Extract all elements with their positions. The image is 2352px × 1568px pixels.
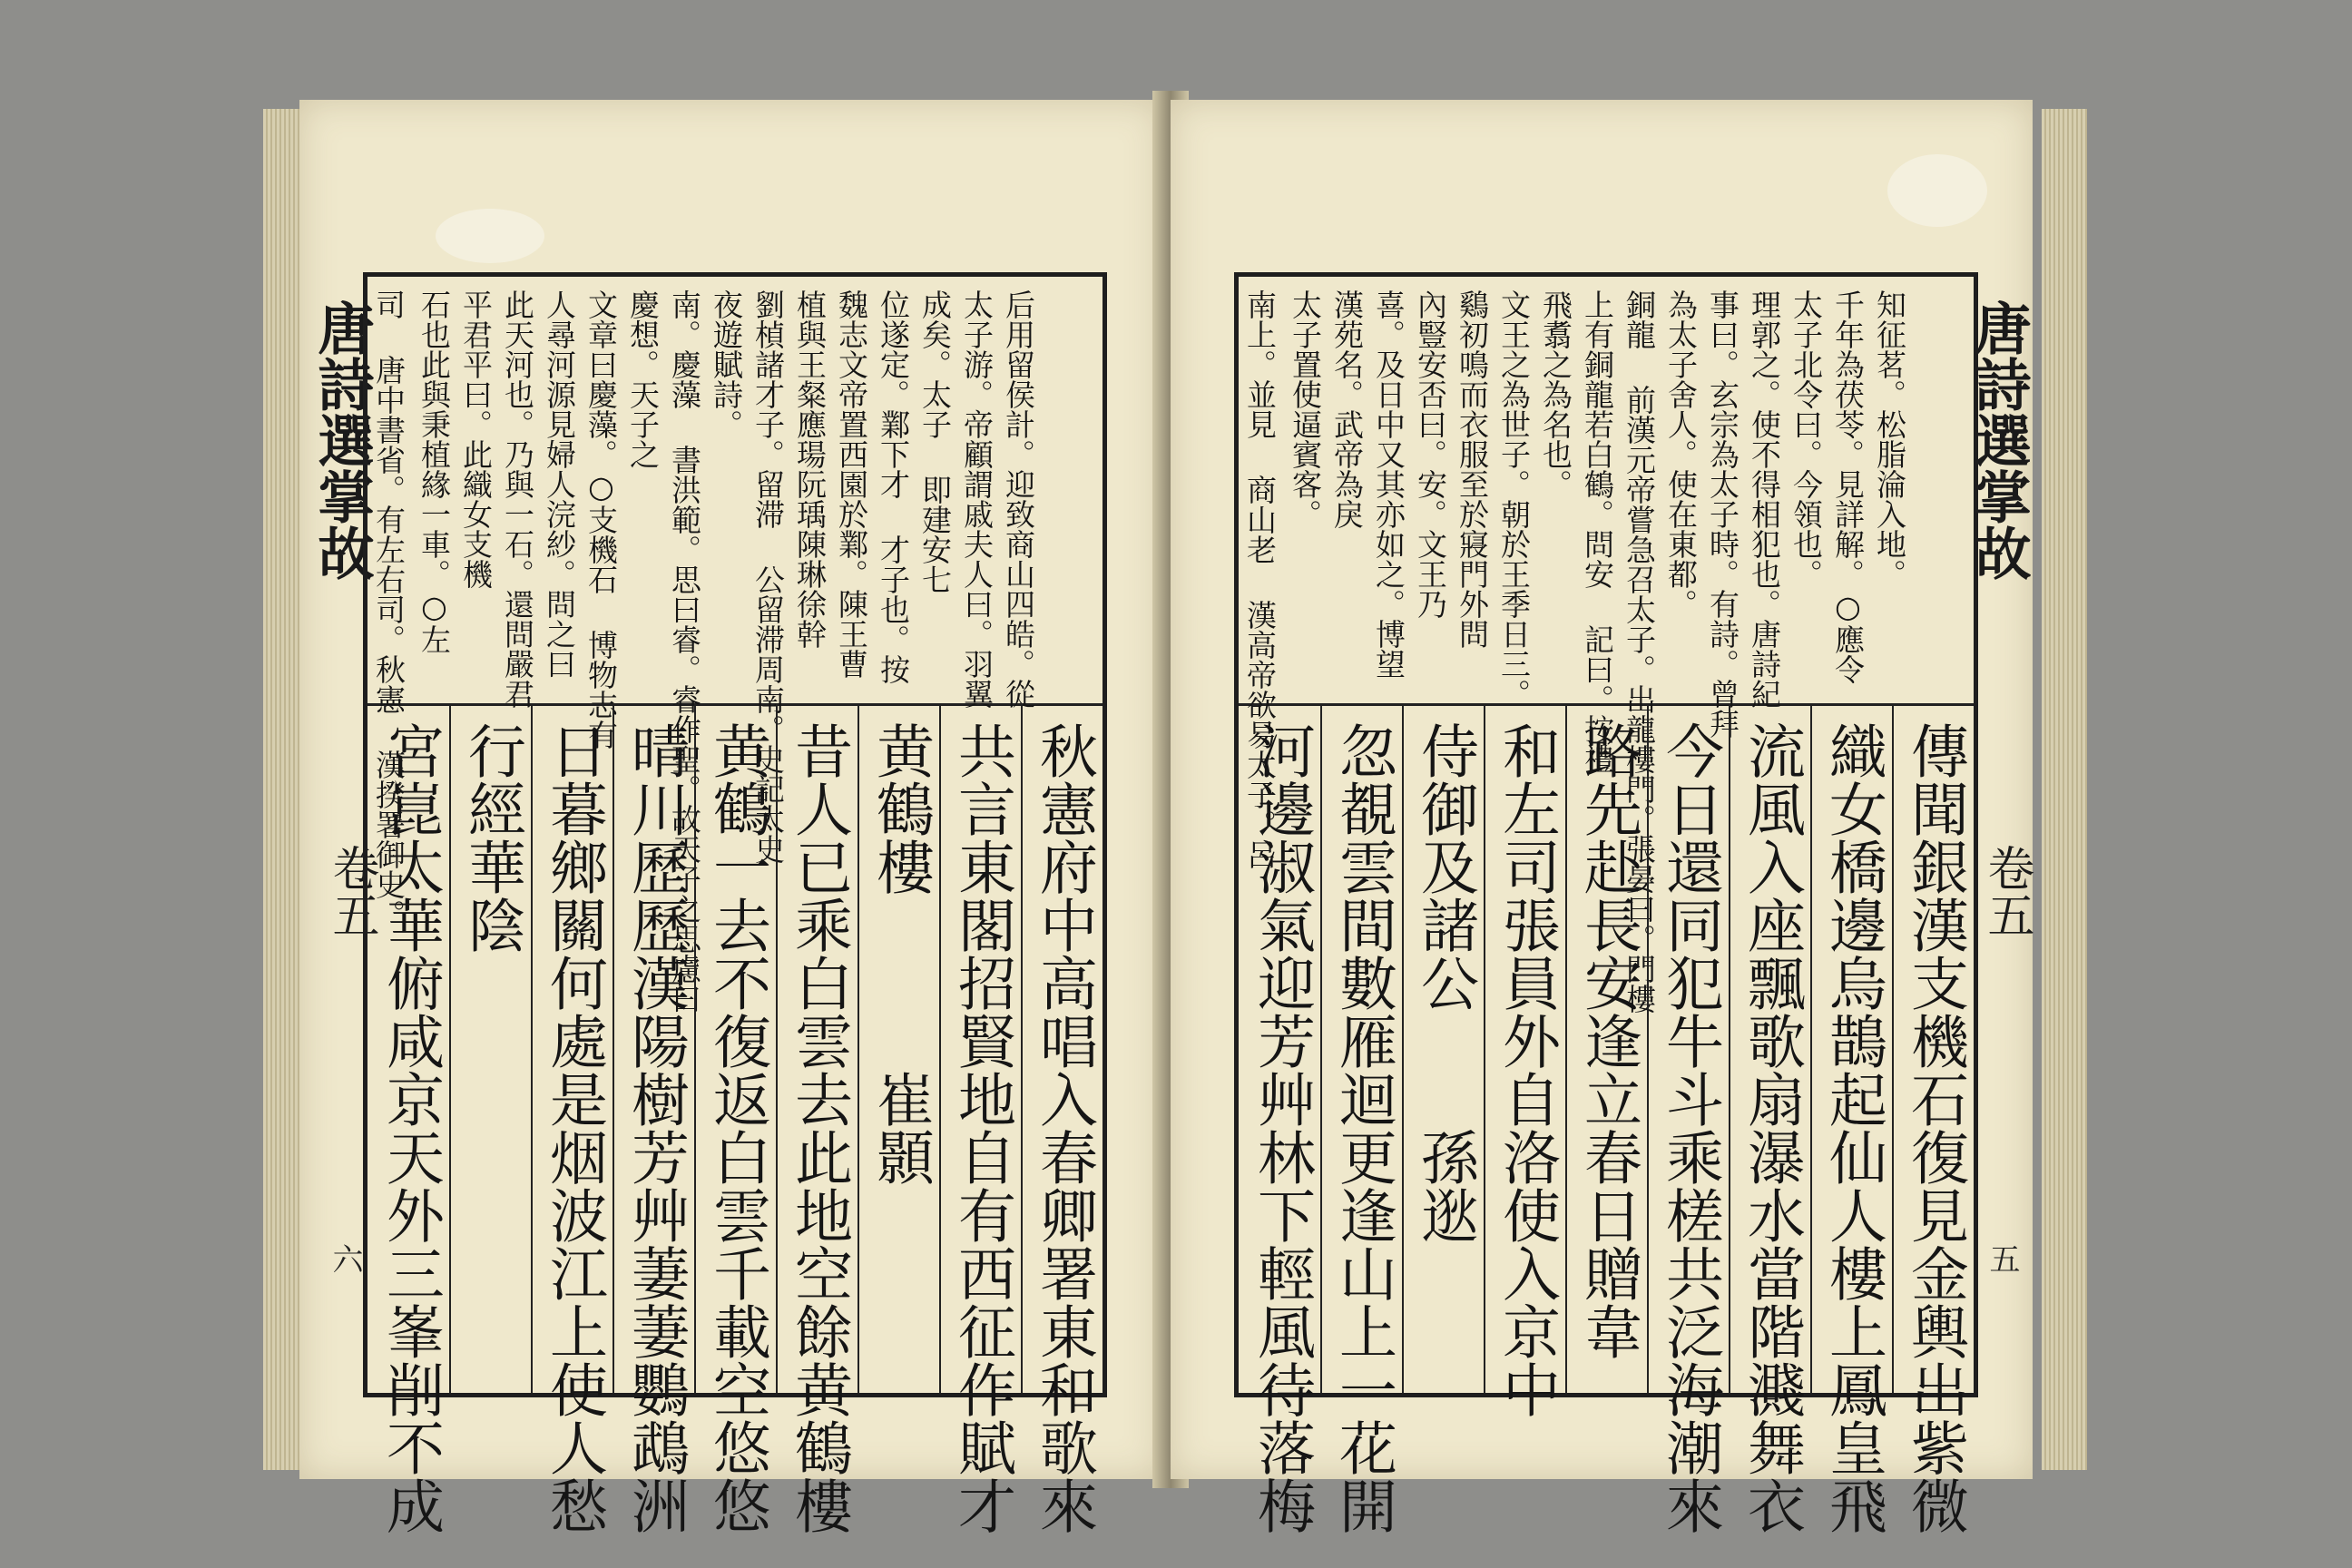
- note-column: 知征茗。松脂淪入地。: [1872, 289, 1907, 589]
- left-text-frame: [363, 272, 1107, 1534]
- poem-line: 黄鶴一去不復返白雲千載空悠悠: [703, 721, 770, 1534]
- page-stain: [1887, 154, 1987, 227]
- poem-line: 昔人已乘白雲去此地空餘黄鶴樓: [785, 721, 852, 1534]
- poem-title: 和左司張員外自洛使入京中: [1493, 721, 1560, 1418]
- note-column: 銅龍 前漢元帝嘗急召太子。出龍樓門。張晏曰。門樓: [1622, 289, 1657, 1014]
- note-column: 鷄初鳴而衣服至於寢門外問: [1455, 289, 1490, 649]
- note-column: 理郭之。使不得相犯也。唐詩紀: [1747, 289, 1782, 709]
- note-column: 喜。及日中又其亦如之。博望: [1371, 289, 1406, 679]
- poem-line: 秋憲府中高唱入春卿署東和歌來: [1030, 721, 1097, 1534]
- column-rule: [612, 703, 614, 1393]
- column-rule: [449, 703, 451, 1393]
- left-page: [299, 100, 1161, 1534]
- note-column: 位遂定。鄴下才 才子也。按: [876, 289, 911, 684]
- note-column: 南上。並見 商山老 漢高帝欲易太子。呂: [1242, 289, 1278, 869]
- note-column: 千年為茯苓。見詳解。○應令: [1830, 289, 1866, 684]
- note-column: 此天河也。乃與一石。還問嚴君: [500, 289, 535, 709]
- column-rule: [1892, 703, 1894, 1393]
- column-rule: [694, 703, 696, 1393]
- note-column: 慶想。天子之: [625, 289, 661, 469]
- note-column: 后用留侯計。迎致商山四皓。從: [1001, 289, 1036, 709]
- open-book: [263, 91, 2087, 1534]
- column-rule: [1810, 703, 1812, 1393]
- left-margin-volume: 卷五: [324, 844, 378, 938]
- column-rule: [776, 703, 778, 1393]
- column-rule: [1021, 703, 1023, 1393]
- right-folio: 五: [1984, 1243, 2020, 1274]
- page-stain: [436, 209, 544, 263]
- note-column: 植與王粲應瑒阮瑀陳琳徐幹: [792, 289, 828, 649]
- right-margin-volume: 卷五: [1979, 844, 2034, 938]
- column-rule: [1320, 703, 1322, 1393]
- note-column: 為太子舍人。使在東都。: [1663, 289, 1699, 619]
- poem-title: 路先赴長安逢立春日贈韋: [1574, 721, 1642, 1360]
- poem-line: 宮崑太華俯咸京天外三峯削不成: [377, 721, 444, 1534]
- poem-line: 共言東閣招賢地自有西征作賦才: [948, 721, 1015, 1534]
- note-column: 文章曰慶藻。○支機石 博物志有: [583, 289, 619, 750]
- note-column: 太子游。帝顧謂戚夫人曰。羽翼: [959, 289, 995, 709]
- note-column: 石也此與秉植緣一車。○左: [416, 289, 452, 654]
- poem-line: 河邊淑氣迎芳艸林下輕風待落梅: [1248, 721, 1315, 1534]
- column-rule: [1484, 703, 1485, 1393]
- column-rule: [939, 703, 941, 1393]
- poem-line: 流風入座飄歌扇瀑水當階濺舞衣: [1738, 721, 1805, 1534]
- note-column: 魏志文帝置西園於鄴。陳王曹: [834, 289, 869, 679]
- column-rule: [858, 703, 859, 1393]
- poem-title: 侍御及諸公 孫逖: [1411, 721, 1478, 1244]
- note-column: 太子置使逼賓客。: [1288, 289, 1323, 529]
- note-column: 漢苑名。武帝為戾: [1329, 289, 1365, 529]
- note-column: 劉楨諸才子。留滞 公留滞周南。史記太史: [750, 289, 786, 864]
- page-stack-right: [2042, 109, 2087, 1470]
- note-column: 內豎安否曰。安。文王乃: [1413, 289, 1448, 619]
- poem-line: 今日還同犯牛斗乘槎共泛海潮來: [1656, 721, 1723, 1534]
- poem-line: 晴川歷歷漢陽樹芳艸萋萋鸚鵡洲: [622, 721, 689, 1534]
- note-column: 夜遊賦詩。: [709, 289, 744, 439]
- right-text-frame: [1234, 272, 1978, 1534]
- column-rule: [1565, 703, 1567, 1393]
- left-margin-title: 唐詩選掌故: [309, 299, 375, 581]
- left-folio: 六: [327, 1243, 363, 1274]
- poem-line: 織女橋邊烏鵲起仙人樓上鳳皇飛: [1819, 721, 1886, 1534]
- poem-title: 行經華陰: [458, 721, 525, 954]
- right-margin-title: 唐詩選掌故: [1965, 299, 2032, 581]
- column-rule: [1729, 703, 1730, 1393]
- poem-line: 忽覩雲間數雁迴更逢山上一花開: [1329, 721, 1396, 1534]
- note-column: 事曰。玄宗為太子時。有詩。曾拜: [1705, 289, 1740, 739]
- poem-line: 日暮鄉關何處是烟波江上使人愁: [540, 721, 607, 1534]
- note-column: 飛翥之為名也。: [1538, 289, 1573, 499]
- note-column: 成矣。太子 即建安七: [917, 289, 953, 594]
- right-page: [1171, 100, 2034, 1534]
- column-rule: [531, 703, 533, 1393]
- note-column: 文王之為世子。朝於王季日三。: [1496, 289, 1532, 709]
- note-column: 平君平曰。此織女支機: [458, 289, 494, 589]
- column-rule: [1647, 703, 1649, 1393]
- column-rule: [1402, 703, 1404, 1393]
- note-column: 司 唐中書省。有左右司。秋憲 漢揆署御史。: [371, 289, 407, 929]
- note-column: 人尋河源見婦人浣紗。問之曰: [542, 289, 577, 679]
- poem-title: 黄鶴樓 崔顥: [867, 721, 934, 1186]
- poem-line: 傳聞銀漢支機石復見金輿出紫微: [1901, 721, 1968, 1534]
- note-column: 上有銅龍若白鶴。問安 記曰。按禮: [1580, 289, 1615, 774]
- note-column: 南。慶藻 書洪範。思曰睿。睿作聖。故天子之思慮曰: [667, 289, 702, 1014]
- note-column: 太子北令曰。今領也。: [1788, 289, 1824, 589]
